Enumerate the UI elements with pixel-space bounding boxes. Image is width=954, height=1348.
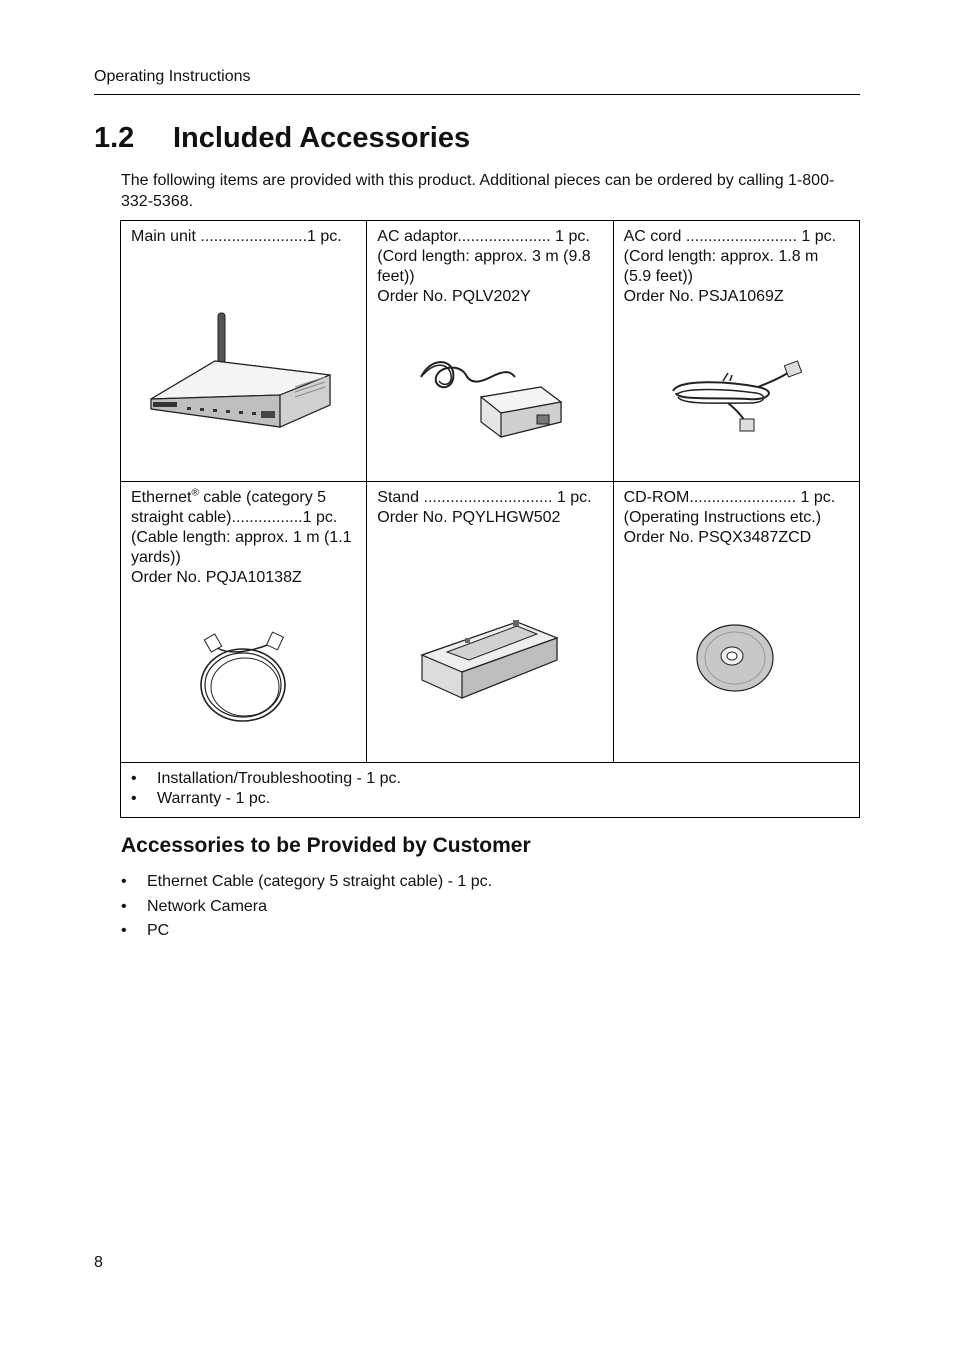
section-number: 1.2	[94, 122, 135, 154]
item-line: Main unit ........................1 pc.	[131, 228, 342, 245]
list-item: • PC	[121, 919, 492, 944]
page-number: 8	[94, 1254, 103, 1271]
section-title	[94, 122, 470, 155]
item-line: AC adaptor..................... 1 pc.	[377, 228, 590, 245]
item-name-suffix: cable (category 5 straight cable)................1 pc.	[131, 489, 338, 526]
other-items-cell	[121, 763, 860, 818]
list-item: • Ethernet Cable (category 5 straight cable) - 1 pc.	[121, 870, 492, 895]
accessory-cell-ethernet-cable	[121, 482, 367, 763]
stand-illustration	[417, 610, 562, 705]
running-header: Operating Instructions	[94, 68, 860, 95]
registered-mark: ®	[191, 487, 199, 499]
accessory-cell-ac-cord	[613, 221, 859, 482]
ethernet-cable-illustration	[195, 630, 295, 725]
item-line: (Cord length: approx. 3 m (9.8 feet))	[377, 248, 591, 285]
item-line: Order No. PQLV202Y	[377, 288, 531, 305]
item-line: Order No. PQYLHGW502	[377, 509, 561, 526]
cd-rom-illustration	[694, 622, 776, 694]
other-items-list	[131, 769, 849, 809]
main-unit-illustration	[145, 309, 340, 444]
item-line: CD-ROM........................ 1 pc.	[623, 489, 836, 506]
item-name: Ethernet	[131, 489, 192, 506]
customer-heading: Accessories to be Provided by Customer	[121, 834, 531, 857]
accessories-table	[120, 220, 860, 818]
item-line	[131, 488, 356, 528]
item-line: Order No. PSQX3487ZCD	[623, 529, 812, 546]
accessory-cell-ac-adaptor	[367, 221, 613, 482]
ac-adaptor-illustration	[411, 347, 571, 442]
accessory-cell-cd-rom	[613, 482, 859, 763]
item-line: Order No. PSJA1069Z	[623, 288, 784, 305]
item-line: (Operating Instructions etc.)	[623, 509, 822, 526]
intro-paragraph: The following items are provided with this product. Additional pieces can be ordered by calling 1-800-332-5368.	[121, 172, 835, 210]
item-line: (Cord length: approx. 1.8 m (5.9 feet))	[623, 248, 819, 285]
customer-items-list	[121, 870, 492, 944]
item-line: (Cable length: approx. 1 m (1.1 yards))	[131, 529, 352, 566]
item-line: Stand ............................. 1 pc.	[377, 489, 592, 506]
list-item: • Installation/Troubleshooting - 1 pc.	[131, 769, 849, 789]
item-line: AC cord ......................... 1 pc.	[623, 228, 837, 245]
list-item: • Warranty - 1 pc.	[131, 789, 849, 809]
accessory-cell-stand	[367, 482, 613, 763]
section-title-text: Included Accessories	[173, 122, 471, 154]
accessory-cell-main-unit	[121, 221, 367, 482]
ac-cord-illustration	[668, 359, 808, 434]
item-line: Order No. PQJA10138Z	[131, 569, 302, 586]
list-item: • Network Camera	[121, 895, 492, 920]
